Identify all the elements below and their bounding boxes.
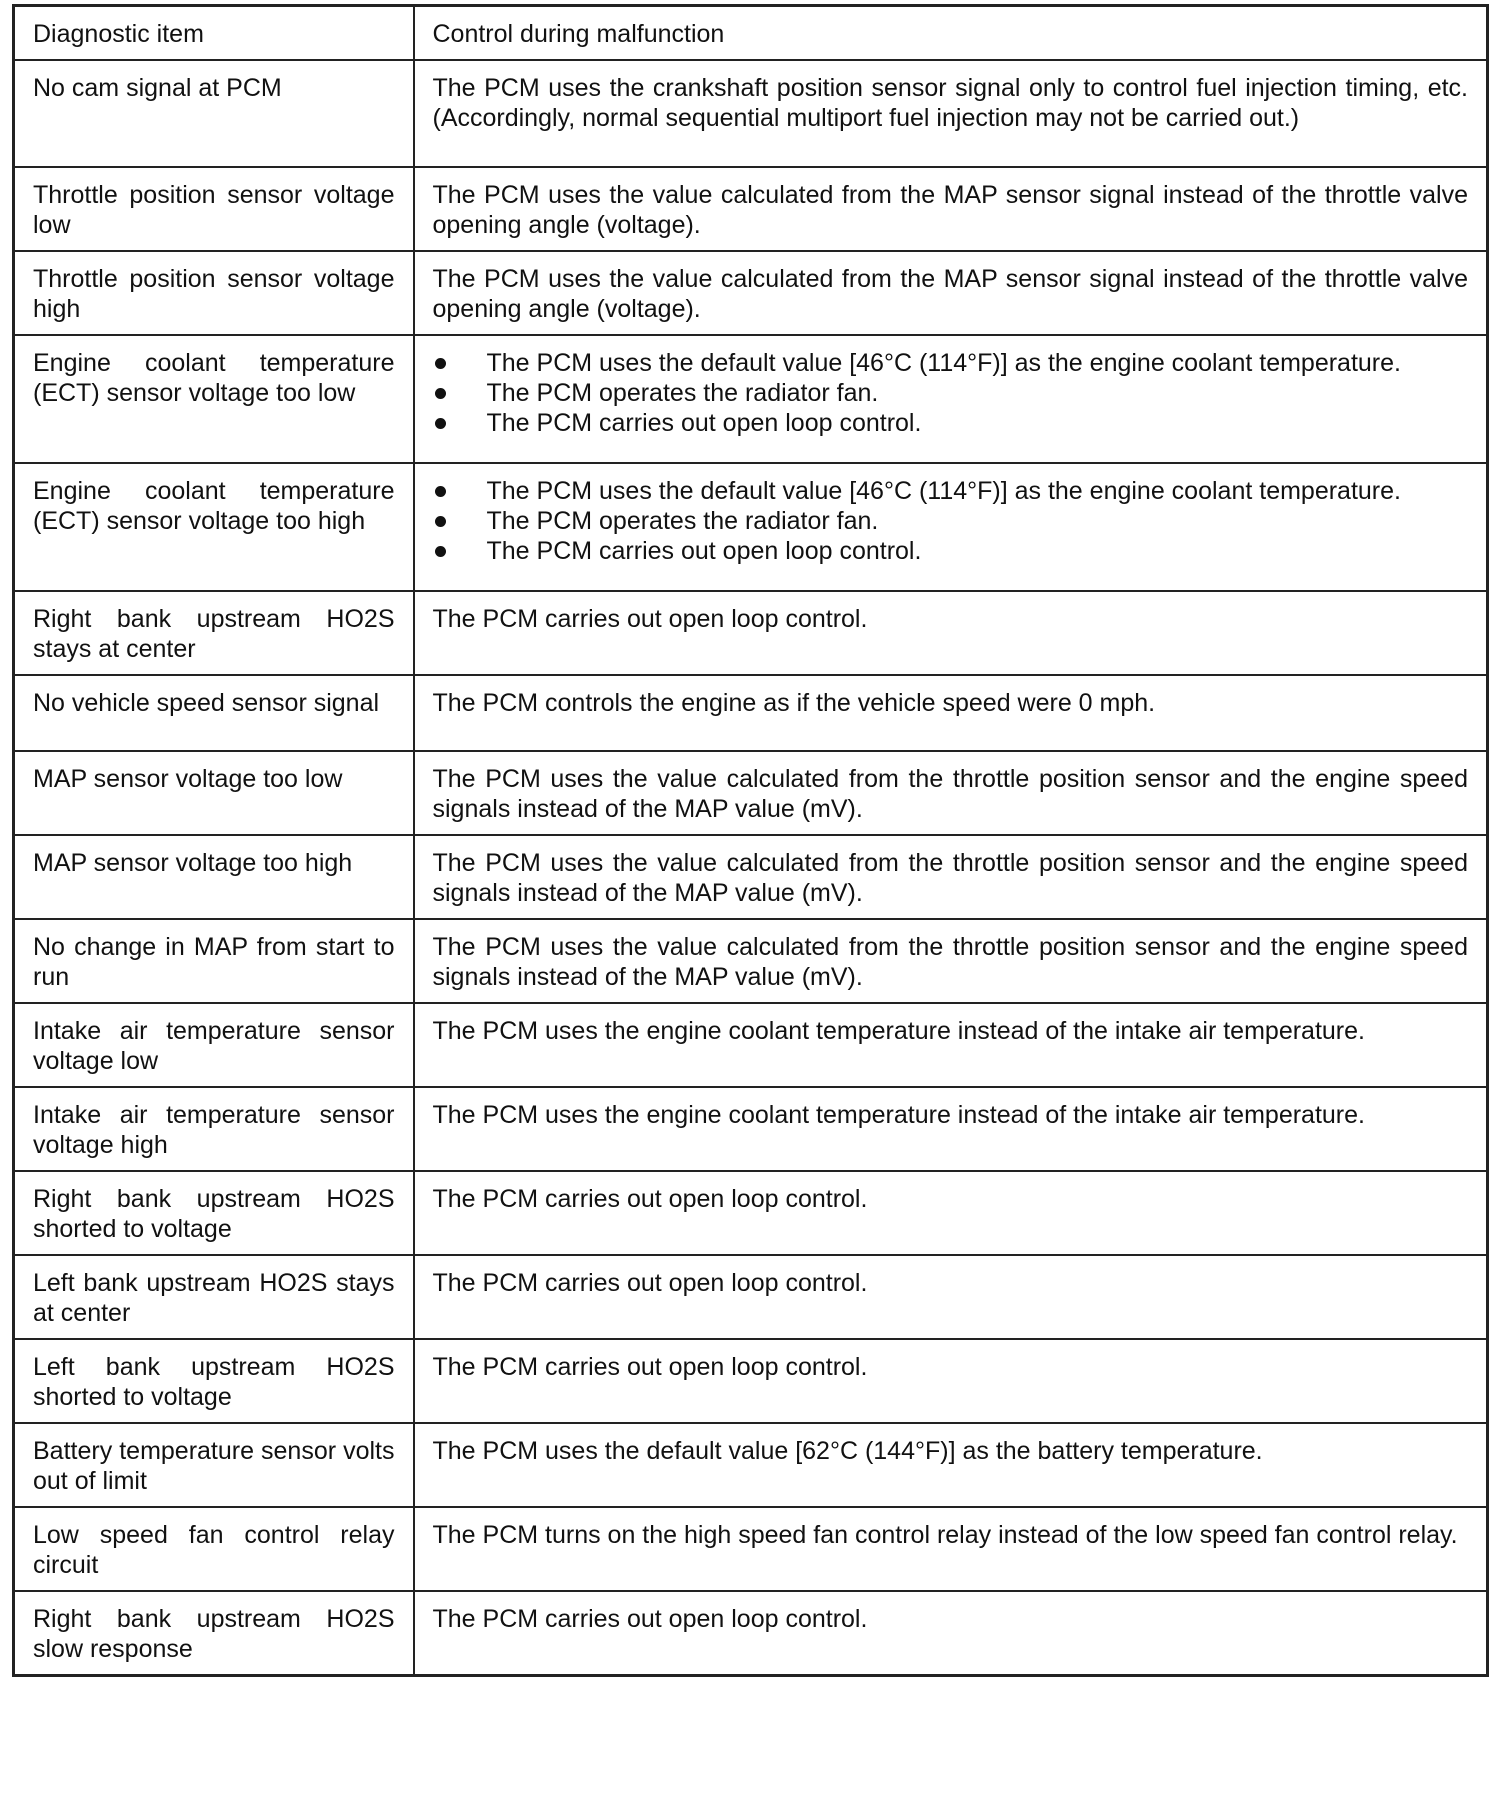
bullet-icon — [435, 546, 446, 557]
diagnostic-item-cell: No vehicle speed sensor signal — [14, 675, 414, 751]
table-row — [14, 1171, 1488, 1255]
bullet-text: The PCM carries out open loop control. — [486, 409, 922, 437]
control-cell: The PCM uses the value calculated from the throttle position sensor and the engine speed signals instead of the MAP value (mV). — [414, 919, 1488, 1003]
bullet-text: The PCM uses the default value [46°C (114°F)] as the engine coolant temperature. — [486, 477, 1401, 505]
table-row — [14, 751, 1488, 835]
control-cell — [414, 463, 1488, 591]
diagnostic-item-cell: No cam signal at PCM — [14, 60, 414, 167]
table-row — [14, 167, 1488, 251]
document-page — [12, 4, 1486, 1677]
table-row — [14, 919, 1488, 1003]
control-cell: The PCM uses the value calculated from the throttle position sensor and the engine speed signals instead of the MAP value (mV). — [414, 751, 1488, 835]
diagnostic-item-cell: Battery temperature sensor volts out of limit — [14, 1423, 414, 1507]
bullet-icon — [435, 358, 446, 369]
list-item — [433, 348, 1469, 378]
control-cell: The PCM controls the engine as if the vehicle speed were 0 mph. — [414, 675, 1488, 751]
diagnostic-item-cell: Right bank upstream HO2S slow response — [14, 1591, 414, 1676]
diagnostic-item-cell: Right bank upstream HO2S shorted to voltage — [14, 1171, 414, 1255]
table-row — [14, 1339, 1488, 1423]
table-row — [14, 1591, 1488, 1676]
list-item — [433, 506, 1469, 536]
table-row — [14, 1507, 1488, 1591]
table-row — [14, 60, 1488, 167]
list-item — [433, 378, 1469, 408]
control-cell: The PCM uses the default value [62°C (144°F)] as the battery temperature. — [414, 1423, 1488, 1507]
control-cell: The PCM uses the engine coolant temperature instead of the intake air temperature. — [414, 1087, 1488, 1171]
bullet-icon — [435, 388, 446, 399]
diagnostic-item-cell: Left bank upstream HO2S shorted to voltage — [14, 1339, 414, 1423]
bullet-icon — [435, 486, 446, 497]
control-cell: The PCM carries out open loop control. — [414, 1339, 1488, 1423]
diagnostic-item-cell: Throttle position sensor voltage low — [14, 167, 414, 251]
bullet-text: The PCM uses the default value [46°C (114°F)] as the engine coolant temperature. — [486, 349, 1401, 377]
table-row — [14, 251, 1488, 335]
table-row — [14, 1087, 1488, 1171]
table-row — [14, 675, 1488, 751]
bullet-list — [433, 476, 1469, 566]
control-cell — [414, 335, 1488, 463]
header-diagnostic-item: Diagnostic item — [14, 6, 414, 61]
control-cell: The PCM carries out open loop control. — [414, 591, 1488, 675]
table-header-row — [14, 6, 1488, 61]
bullet-icon — [435, 418, 446, 429]
control-cell: The PCM carries out open loop control. — [414, 1171, 1488, 1255]
diagnostic-item-cell: Low speed fan control relay circuit — [14, 1507, 414, 1591]
bullet-text: The PCM operates the radiator fan. — [486, 379, 879, 407]
diagnostic-item-cell: Intake air temperature sensor voltage low — [14, 1003, 414, 1087]
diagnostic-item-cell: Engine coolant temperature (ECT) sensor voltage too high — [14, 463, 414, 591]
diagnostic-item-cell: Right bank upstream HO2S stays at center — [14, 591, 414, 675]
table-row — [14, 591, 1488, 675]
list-item — [433, 408, 1469, 438]
diagnostic-item-cell: Intake air temperature sensor voltage high — [14, 1087, 414, 1171]
header-control-during-malfunction: Control during malfunction — [414, 6, 1488, 61]
diagnostic-item-cell: No change in MAP from start to run — [14, 919, 414, 1003]
table-row — [14, 1255, 1488, 1339]
table-row — [14, 463, 1488, 591]
diagnostic-item-cell: Engine coolant temperature (ECT) sensor voltage too low — [14, 335, 414, 463]
control-cell: The PCM uses the value calculated from the MAP sensor signal instead of the throttle valve opening angle (voltage). — [414, 167, 1488, 251]
control-cell: The PCM carries out open loop control. — [414, 1255, 1488, 1339]
table-row — [14, 1003, 1488, 1087]
control-cell: The PCM uses the crankshaft position sensor signal only to control fuel injection timing, etc. (Accordingly, normal sequential multiport fuel injection may not be carried out.) — [414, 60, 1488, 167]
table-row — [14, 335, 1488, 463]
bullet-text: The PCM operates the radiator fan. — [486, 507, 879, 535]
diagnostic-item-cell: Throttle position sensor voltage high — [14, 251, 414, 335]
control-cell: The PCM uses the value calculated from the throttle position sensor and the engine speed signals instead of the MAP value (mV). — [414, 835, 1488, 919]
table-row — [14, 1423, 1488, 1507]
diagnostic-table — [12, 4, 1489, 1677]
list-item — [433, 476, 1469, 506]
table-row — [14, 835, 1488, 919]
control-cell: The PCM uses the engine coolant temperature instead of the intake air temperature. — [414, 1003, 1488, 1087]
control-cell: The PCM carries out open loop control. — [414, 1591, 1488, 1676]
bullet-icon — [435, 516, 446, 527]
list-item — [433, 536, 1469, 566]
bullet-text: The PCM carries out open loop control. — [486, 537, 922, 565]
diagnostic-item-cell: MAP sensor voltage too low — [14, 751, 414, 835]
diagnostic-item-cell: MAP sensor voltage too high — [14, 835, 414, 919]
control-cell: The PCM turns on the high speed fan control relay instead of the low speed fan control relay. — [414, 1507, 1488, 1591]
control-cell: The PCM uses the value calculated from the MAP sensor signal instead of the throttle valve opening angle (voltage). — [414, 251, 1488, 335]
bullet-list — [433, 348, 1469, 438]
diagnostic-item-cell: Left bank upstream HO2S stays at center — [14, 1255, 414, 1339]
